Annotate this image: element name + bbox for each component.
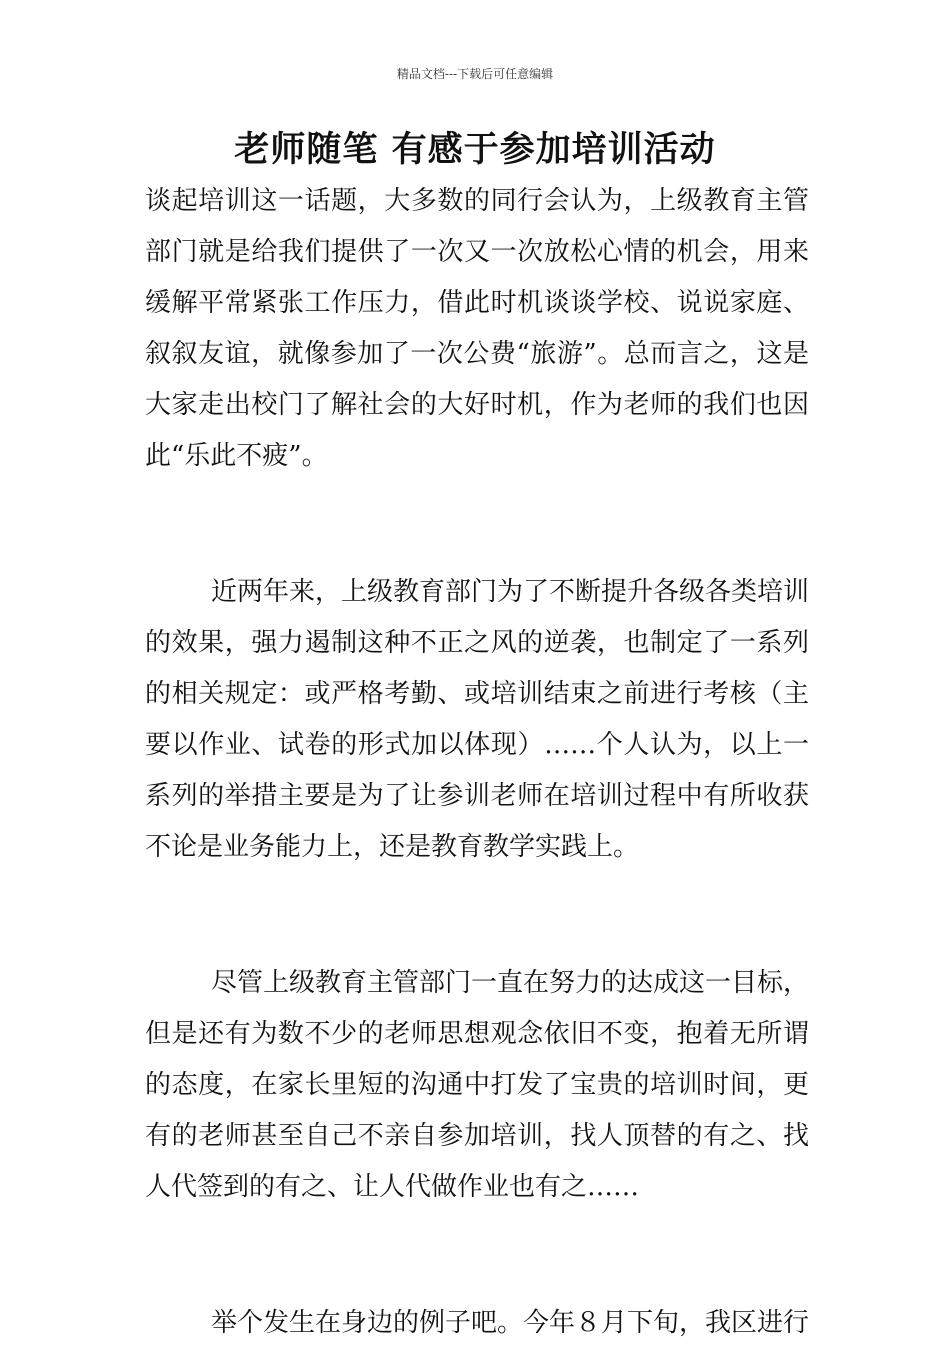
paragraph-2: 近两年来，上级教育部门为了不断提升各级各类培训的效果，强力遏制这种不正之风的逆袭，也制定了一系列的相关规定：或严格考勤、或培训结束之前进行考核（主要以作业、试卷的形式加以体现）……个人认为，以上一系列的举措主要是为了让参训老师在培训过程中有所收获不论是业务能力上，还是教育教学实践上。 bbox=[145, 577, 810, 862]
header-note: 精品文档---下载后可任意编辑 bbox=[396, 67, 554, 81]
paragraph-3: 尽管上级教育主管部门一直在努力的达成这一目标，但是还有为数不少的老师思想观念依旧不变，抱着无所谓的态度，在家长里短的沟通中打发了宝贵的培训时间，更有的老师甚至自己不亲自参加培训，找人顶替的有之、找人代签到的有之、让人代做作业也有之…… bbox=[145, 968, 810, 1202]
paragraph-4: 举个发生在身边的例子吧。今年８月下旬，我区进行 bbox=[211, 1308, 810, 1338]
paragraph-spacer bbox=[145, 1213, 809, 1298]
document-body bbox=[145, 176, 809, 1349]
document-title: 老师随笔 有感于参加培训活动 bbox=[234, 130, 716, 170]
paragraph-1: 谈起培训这一话题，大多数的同行会认为，上级教育主管部门就是给我们提供了一次又一次放松心情的机会，用来缓解平常紧张工作压力，借此时机谈谈学校、说说家庭、叙叙友谊，就像参加了一次公费“旅游”。总而言之，这是大家走出校门了解社会的大好时机，作为老师的我们也因此“乐此不疲”。 bbox=[145, 186, 809, 471]
paragraph-spacer bbox=[145, 873, 809, 958]
paragraph-spacer bbox=[145, 482, 809, 567]
